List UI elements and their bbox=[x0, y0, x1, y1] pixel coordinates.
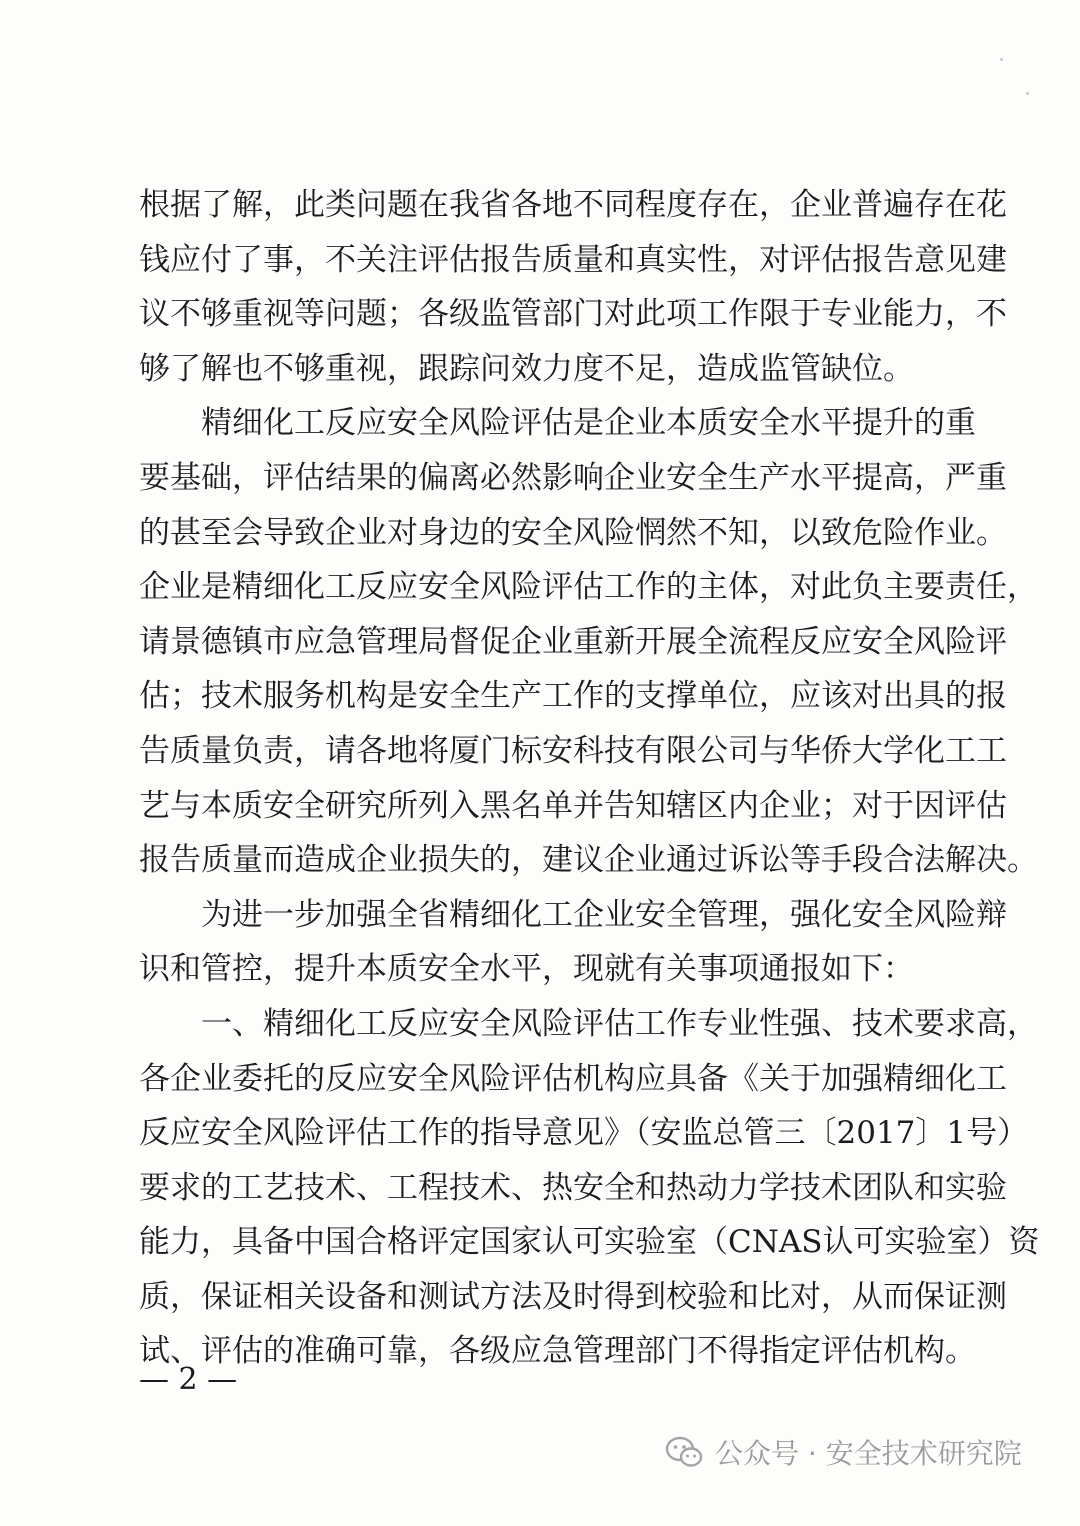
text-line-3: 议不够重视等问题；各级监管部门对此项工作限于专业能力，不 bbox=[139, 296, 1007, 333]
text-line-13: 报告质量而造成企业损失的，建议企业通过诉讼等手段合法解决。 bbox=[139, 842, 1038, 879]
watermark bbox=[665, 1430, 1022, 1474]
text-line-16: 一、精细化工反应安全风险评估工作专业性强、技术要求高， bbox=[201, 1005, 1038, 1042]
text-line-10: 估；技术服务机构是安全生产工作的支撑单位，应该对出具的报 bbox=[139, 678, 1007, 715]
text-line-22: 试、评估的准确可靠，各级应急管理部门不得指定评估机构。 bbox=[139, 1333, 976, 1370]
text-line-5: 精细化工反应安全风险评估是企业本质安全水平提升的重 bbox=[201, 405, 976, 442]
text-line-7: 的甚至会导致企业对身边的安全风险惘然不知，以致危险作业。 bbox=[139, 514, 1007, 551]
text-line-1: 根据了解，此类问题在我省各地不同程度存在，企业普遍存在花 bbox=[139, 187, 1007, 223]
text-line-17: 各企业委托的反应安全风险评估机构应具备《关于加强精细化工 bbox=[139, 1060, 1007, 1097]
document-body bbox=[139, 178, 1040, 1379]
text-line-4: 够了解也不够重视，跟踪问效力度不足，造成监管缺位。 bbox=[139, 350, 914, 387]
text-line-2: 钱应付了事，不关注评估报告质量和真实性，对评估报告意见建 bbox=[139, 241, 1007, 278]
wechat-icon bbox=[665, 1436, 703, 1468]
text-line-9: 请景德镇市应急管理局督促企业重新开展全流程反应安全风险评 bbox=[139, 623, 1007, 660]
watermark-text: 公众号 · 安全技术研究院 bbox=[715, 1437, 1022, 1470]
text-line-12: 艺与本质安全研究所列入黑名单并告知辖区内企业；对于因评估 bbox=[139, 787, 1007, 824]
text-line-15: 识和管控，提升本质安全水平，现就有关事项通报如下： bbox=[139, 951, 914, 988]
text-line-20: 能力，具备中国合格评定国家认可实验室（CNAS认可实验室）资 bbox=[139, 1224, 1040, 1261]
scan-speck bbox=[1000, 58, 1003, 61]
text-line-11: 告质量负责，请各地将厦门标安科技有限公司与华侨大学化工工 bbox=[139, 732, 1007, 769]
text-line-18: 反应安全风险评估工作的指导意见》（安监总管三〔2017〕1号） bbox=[139, 1115, 1029, 1152]
text-line-19: 要求的工艺技术、工程技术、热安全和热动力学技术团队和实验 bbox=[139, 1169, 1007, 1206]
page-number: — 2 — bbox=[139, 1362, 238, 1397]
text-line-6: 要基础，评估结果的偏离必然影响企业安全生产水平提高，严重 bbox=[139, 459, 1007, 496]
scan-speck bbox=[1026, 92, 1029, 95]
text-line-21: 质，保证相关设备和测试方法及时得到校验和比对，从而保证测 bbox=[139, 1278, 1007, 1315]
text-line-14: 为进一步加强全省精细化工企业安全管理，强化安全风险辩 bbox=[201, 896, 1007, 933]
text-line-8: 企业是精细化工反应安全风险评估工作的主体，对此负主要责任， bbox=[139, 569, 1038, 606]
